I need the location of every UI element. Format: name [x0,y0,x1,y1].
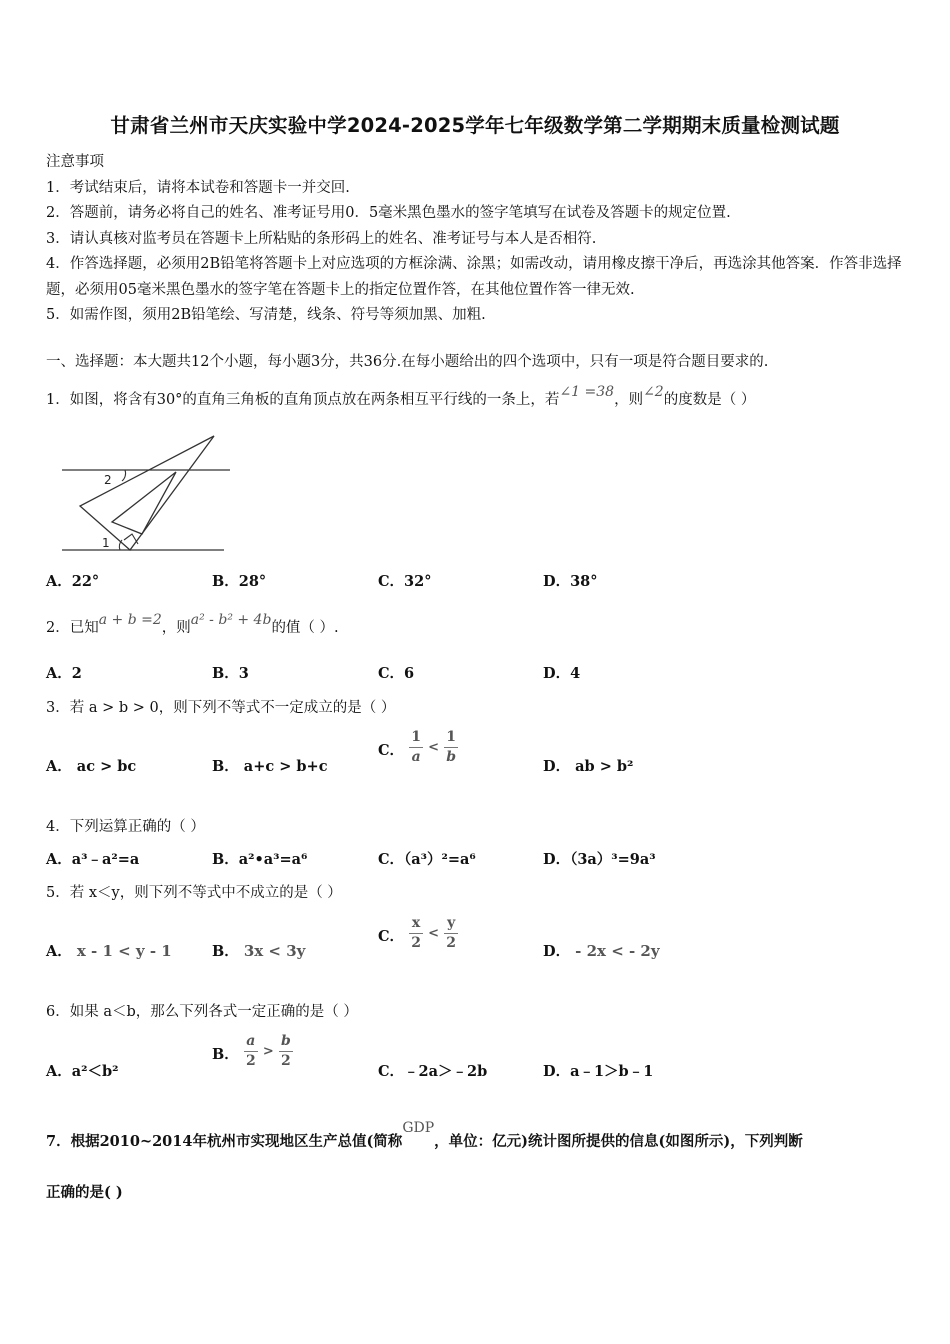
q6-fraction-1 [244,1034,258,1068]
q5-option-b-math: 3x < 3y [243,942,306,960]
q5-option-c[interactable] [378,916,458,950]
q5-frac2-den: 2 [446,934,457,951]
q5-option-a-label: A． [46,943,72,960]
q1-math-angle2: ∠2 [643,384,664,400]
question-5: 5．若 x＜y，则下列不等式中不成立的是（ ） [46,885,342,901]
q1-option-d[interactable]: D．38° [543,573,598,590]
q7-text-pre: 7．根据2010~2014年杭州市实现地区生产总值(简称 [46,1133,403,1150]
q7-text-post: ，单位：亿元)统计图所提供的信息(如图所示)，下列判断 [434,1133,803,1150]
question-4: 4．下列运算正确的（ ） [46,819,205,835]
q6-frac2-den: 2 [280,1052,291,1069]
page-title: 甘肃省兰州市天庆实验中学2024-2025学年七年级数学第二学期期末质量检测试题 [110,114,840,137]
section-heading: 一、选择题：本大题共12个小题，每小题3分，共36分.在每小题给出的四个选项中，只有一项是符合题目要求的. [46,354,769,370]
q5-option-b[interactable] [212,940,305,961]
q2-option-c[interactable]: C．6 [378,665,415,682]
q1-text-post: 的度数是（ ） [663,392,756,408]
q2-option-b[interactable]: B．3 [212,665,249,682]
q2-option-a[interactable]: A．2 [46,665,82,682]
q1-triangle-figure [58,430,238,560]
q4-option-b[interactable]: B．a²•a³=a⁶ [212,851,308,868]
note-item-5: 5．如需作图，须用2B铅笔绘、写清楚，线条、符号等须加黑、加粗. [46,307,486,323]
notes-heading: 注意事项 [46,154,104,170]
q5-frac1-num: x [411,915,421,931]
q5-fraction-1 [409,916,423,950]
note-item-2: 2．答题前，请务必将自己的姓名、准考证号用0．5毫米黑色墨水的签字笔填写在试卷及答题卡的规定位置. [46,205,731,221]
q6-frac1-den: 2 [245,1052,256,1069]
q3-option-b[interactable]: B． a+c > b+c [212,758,328,775]
q5-frac2-num: y [447,915,456,931]
q3-fraction-1 [409,730,423,764]
q6-option-a[interactable]: A．a²＜b² [46,1063,119,1080]
q5-option-d-label: D． [543,943,571,960]
q5-option-a-math: x - 1 < y - 1 [76,942,172,960]
q5-operator: < [428,926,440,942]
question-1 [46,384,756,409]
q2-option-d[interactable]: D．4 [543,665,581,682]
q6-frac2-num: b [280,1033,291,1049]
q3-operator: < [428,740,440,756]
q5-option-d-math: - 2x < - 2y [575,942,660,960]
q5-option-d[interactable] [543,940,660,961]
q3-option-c[interactable] [378,730,458,764]
q1-math-angle1: ∠1 =38 [559,384,615,400]
q1-text-pre: 1．如图，将含有30°的直角三角板的直角顶点放在两条相互平行线的一条上，若 [46,392,560,408]
q3-option-c-label: C． [378,742,405,760]
question-7 [46,1120,803,1151]
q4-option-a[interactable]: A．a³﹣a²=a [46,851,140,868]
q6-frac1-num: a [246,1033,256,1049]
note-item-3: 3．请认真核对监考员在答题卡上所粘贴的条形码上的姓名、准考证号与本人是否相符. [46,230,597,247]
note-item-4: 4．作答选择题，必须用2B铅笔将答题卡上对应选项的方框涂满、涂黑；如需改动，请用橡皮擦干净后，再选涂其他答案．作答非选择题，必须用05毫米黑色墨水的签字笔在答题卡上的指定位置作答，在其他位置作答一律无效. [46,256,902,298]
q1-figure-label-2: 2 [104,473,112,487]
q2-text-pre: 2．已知 [46,620,99,636]
q6-operator: > [262,1044,274,1060]
question-7-line2: 正确的是( ) [46,1184,123,1201]
q2-text-post: 的值（ ）. [271,620,339,636]
q1-option-b[interactable]: B．28° [212,573,267,590]
note-item-1: 1．考试结束后，请将本试卷和答题卡一并交回. [46,179,350,196]
q2-text-mid: ，则 [161,620,191,636]
q6-option-d[interactable]: D．a﹣1＞b﹣1 [543,1063,654,1080]
q3-fraction-2 [444,730,458,764]
q1-option-a[interactable]: A．22° [46,573,100,590]
q2-math-expression: a² - b² + 4b [190,612,272,628]
q6-option-b[interactable] [212,1034,293,1068]
q5-frac1-den: 2 [411,934,421,951]
q1-figure-label-1: 1 [102,536,110,550]
question-3: 3．若 a > b > 0，则下列不等式不一定成立的是（ ） [46,700,396,716]
q5-option-c-label: C． [378,928,405,946]
q6-option-c[interactable]: C．﹣2a＞﹣2b [378,1063,488,1080]
q6-option-b-label: B． [212,1046,239,1064]
q5-option-b-label: B． [212,943,239,960]
q5-option-a[interactable] [46,940,172,961]
q3-frac1-den: a [411,748,421,765]
q1-option-c[interactable]: C．32° [378,573,432,590]
q4-option-c[interactable]: C．（a³）²=a⁶ [378,851,476,868]
q2-math-condition: a + b =2 [98,612,162,628]
q1-text-mid: ，则 [614,392,644,408]
q3-frac1-num: 1 [411,729,421,745]
q6-fraction-2 [279,1034,293,1068]
q3-frac2-num: 1 [446,729,457,745]
q4-option-d[interactable]: D．（3a）³=9a³ [543,851,656,868]
q5-fraction-2 [444,916,458,950]
q7-math-gdp: GDP [402,1120,435,1136]
q3-option-d[interactable]: D． ab > b² [543,758,634,775]
q3-frac2-den: b [446,748,457,765]
notes-section [46,150,906,329]
question-2 [46,612,339,637]
question-6: 6．如果 a＜b，那么下列各式一定正确的是（ ） [46,1004,358,1020]
q3-option-a[interactable]: A． ac > bc [46,758,137,775]
